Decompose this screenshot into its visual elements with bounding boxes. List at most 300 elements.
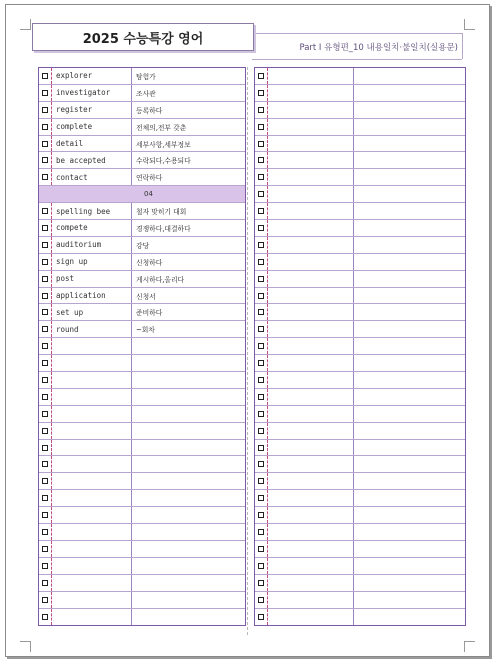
vocab-word: [268, 507, 354, 523]
vocab-row: [255, 558, 465, 575]
vocab-row: [39, 304, 245, 321]
vocab-word: [52, 592, 132, 608]
vocab-meaning: 연락하다: [136, 174, 163, 183]
vocab-row: [255, 304, 465, 321]
vocab-meaning: [132, 490, 245, 506]
checkbox-icon[interactable]: [42, 495, 48, 501]
vocab-row: [39, 271, 245, 288]
vocab-row: [255, 609, 465, 626]
checkbox-icon[interactable]: [42, 174, 48, 180]
checkbox-icon[interactable]: [42, 394, 48, 400]
vocab-meaning: [354, 220, 465, 236]
checkbox-icon[interactable]: [258, 428, 264, 434]
vocab-row: [255, 169, 465, 186]
checkbox-cell: [39, 456, 52, 472]
checkbox-cell: [255, 85, 268, 101]
vocab-row: [39, 68, 245, 85]
checkbox-icon[interactable]: [258, 614, 264, 620]
vocab-word: [268, 102, 354, 118]
vocab-meaning: [132, 575, 245, 591]
vocab-row: [255, 186, 465, 203]
vocab-row: [255, 406, 465, 423]
vocab-meaning: [132, 524, 245, 540]
checkbox-cell: [39, 119, 52, 135]
vocab-word: [52, 473, 132, 489]
checkbox-cell: [255, 372, 268, 388]
section-header-row: [39, 186, 245, 203]
vocab-row: [39, 558, 245, 575]
vocab-row: [39, 85, 245, 102]
crop-mark-bottom-right: [464, 641, 475, 652]
checkbox-icon[interactable]: [258, 90, 264, 96]
checkbox-icon[interactable]: [42, 580, 48, 586]
checkbox-icon[interactable]: [42, 343, 48, 349]
checkbox-icon[interactable]: [42, 411, 48, 417]
checkbox-icon[interactable]: [258, 293, 264, 299]
checkbox-icon[interactable]: [258, 73, 264, 79]
vocab-word: sign up: [52, 254, 132, 270]
checkbox-icon[interactable]: [258, 394, 264, 400]
vocab-word: [52, 541, 132, 557]
checkbox-cell: [255, 152, 268, 168]
checkbox-cell: [255, 237, 268, 253]
worksheet-title: 2025 수능특강 영어: [32, 23, 254, 51]
checkbox-cell: [39, 609, 52, 626]
vocab-meaning: [354, 119, 465, 135]
checkbox-icon[interactable]: [42, 225, 48, 231]
vocab-row: [255, 372, 465, 389]
vocab-row: [39, 321, 245, 338]
vocab-meaning: [132, 473, 245, 489]
vocab-meaning: ~회차: [136, 326, 155, 335]
checkbox-icon[interactable]: [42, 157, 48, 163]
vocab-word: [268, 389, 354, 405]
vocab-meaning: 신청하다: [136, 258, 163, 267]
vocab-meaning: 탐험가: [136, 72, 156, 81]
checkbox-icon[interactable]: [42, 309, 48, 315]
section-spacer: [39, 186, 52, 202]
checkbox-icon[interactable]: [258, 529, 264, 535]
vocab-word: [52, 406, 132, 422]
checkbox-cell: [255, 592, 268, 608]
checkbox-cell: [255, 473, 268, 489]
vocab-word: [268, 372, 354, 388]
checkbox-icon[interactable]: [258, 377, 264, 383]
checkbox-icon[interactable]: [258, 411, 264, 417]
checkbox-icon[interactable]: [258, 360, 264, 366]
vocab-row: [39, 406, 245, 423]
vocab-meaning: 게시하다,올리다: [136, 275, 185, 284]
vocab-row: [39, 541, 245, 558]
vocab-word: [268, 575, 354, 591]
checkbox-icon[interactable]: [258, 157, 264, 163]
vocab-word: [268, 304, 354, 320]
vocab-word: register: [52, 102, 132, 118]
vocab-meaning: [132, 507, 245, 523]
checkbox-cell: [255, 456, 268, 472]
checkbox-cell: [39, 169, 52, 185]
vocab-word: [52, 372, 132, 388]
vocab-meaning: [354, 456, 465, 472]
vocab-row: [39, 473, 245, 490]
checkbox-icon[interactable]: [42, 461, 48, 467]
vocab-word: [52, 507, 132, 523]
vocab-meaning: [132, 406, 245, 422]
vocab-word: [268, 456, 354, 472]
vocab-meaning: [354, 592, 465, 608]
vocab-row: [255, 271, 465, 288]
checkbox-icon[interactable]: [42, 546, 48, 552]
checkbox-cell: [39, 490, 52, 506]
vocab-row: [255, 119, 465, 136]
vocab-word: [268, 473, 354, 489]
vocab-row: [39, 288, 245, 305]
checkbox-icon[interactable]: [258, 242, 264, 248]
vocab-word: [268, 186, 354, 202]
vocab-meaning: [354, 85, 465, 101]
checkbox-cell: [255, 203, 268, 219]
checkbox-cell: [39, 473, 52, 489]
vocab-word: [52, 456, 132, 472]
vocab-word: [268, 490, 354, 506]
checkbox-icon[interactable]: [42, 293, 48, 299]
checkbox-cell: [39, 102, 52, 118]
checkbox-icon[interactable]: [42, 107, 48, 113]
vocab-meaning: [354, 136, 465, 152]
vocab-word: [268, 609, 354, 626]
vocab-meaning: [354, 372, 465, 388]
vocab-word: [268, 203, 354, 219]
vocab-meaning: [354, 169, 465, 185]
checkbox-icon[interactable]: [258, 259, 264, 265]
checkbox-cell: [255, 609, 268, 626]
vocab-word: [268, 524, 354, 540]
vocab-word: [268, 321, 354, 337]
checkbox-icon[interactable]: [42, 360, 48, 366]
checkbox-icon[interactable]: [42, 445, 48, 451]
vocab-row: [255, 237, 465, 254]
vocab-meaning: [132, 456, 245, 472]
vocab-meaning: [354, 490, 465, 506]
vocab-meaning: [354, 440, 465, 456]
checkbox-icon[interactable]: [258, 461, 264, 467]
vocab-row: [39, 338, 245, 355]
checkbox-cell: [39, 85, 52, 101]
vocab-meaning: [354, 575, 465, 591]
checkbox-cell: [255, 102, 268, 118]
checkbox-icon[interactable]: [42, 208, 48, 214]
checkbox-cell: [255, 220, 268, 236]
vocab-row: [255, 389, 465, 406]
checkbox-cell: [255, 440, 268, 456]
vocab-word: [268, 119, 354, 135]
checkbox-cell: [39, 575, 52, 591]
checkbox-cell: [39, 423, 52, 439]
checkbox-cell: [255, 524, 268, 540]
checkbox-icon[interactable]: [258, 597, 264, 603]
vocab-word: explorer: [52, 68, 132, 84]
vocab-meaning: [354, 254, 465, 270]
checkbox-cell: [39, 254, 52, 270]
checkbox-cell: [255, 288, 268, 304]
checkbox-icon[interactable]: [42, 377, 48, 383]
vocab-word: compete: [52, 220, 132, 236]
checkbox-icon[interactable]: [42, 276, 48, 282]
vocab-row: [39, 152, 245, 169]
vocab-row: [255, 102, 465, 119]
vocab-meaning: [132, 423, 245, 439]
vocab-meaning: [354, 288, 465, 304]
vocab-word: [268, 541, 354, 557]
vocab-meaning: [354, 406, 465, 422]
checkbox-icon[interactable]: [42, 597, 48, 603]
checkbox-cell: [39, 406, 52, 422]
checkbox-cell: [255, 68, 268, 84]
checkbox-cell: [39, 220, 52, 236]
vocab-meaning: [354, 68, 465, 84]
checkbox-cell: [255, 254, 268, 270]
vocab-word: [52, 440, 132, 456]
vocab-row: [39, 355, 245, 372]
checkbox-cell: [255, 423, 268, 439]
vocab-meaning: [132, 372, 245, 388]
checkbox-icon[interactable]: [258, 546, 264, 552]
vocab-meaning: 조사관: [136, 89, 156, 98]
column-divider: [247, 67, 248, 635]
checkbox-icon[interactable]: [258, 124, 264, 130]
checkbox-cell: [255, 169, 268, 185]
vocab-column-left: [38, 67, 246, 626]
worksheet-page: [5, 4, 490, 657]
checkbox-cell: [39, 152, 52, 168]
vocab-meaning: [354, 186, 465, 202]
vocab-meaning: 경쟁하다,대결하다: [136, 224, 191, 233]
checkbox-icon[interactable]: [258, 343, 264, 349]
checkbox-icon[interactable]: [258, 208, 264, 214]
vocab-row: [255, 490, 465, 507]
checkbox-icon[interactable]: [42, 529, 48, 535]
checkbox-icon[interactable]: [258, 174, 264, 180]
checkbox-cell: [255, 490, 268, 506]
vocab-word: [52, 490, 132, 506]
checkbox-icon[interactable]: [42, 124, 48, 130]
vocab-meaning: [354, 473, 465, 489]
vocab-row: [39, 575, 245, 592]
checkbox-cell: [255, 136, 268, 152]
vocab-word: [52, 389, 132, 405]
checkbox-cell: [39, 389, 52, 405]
checkbox-cell: [255, 119, 268, 135]
vocab-row: [255, 321, 465, 338]
vocab-row: [255, 288, 465, 305]
checkbox-cell: [39, 558, 52, 574]
vocab-row: [39, 254, 245, 271]
checkbox-icon[interactable]: [42, 478, 48, 484]
vocab-meaning: [354, 609, 465, 626]
vocab-meaning: [132, 558, 245, 574]
checkbox-icon[interactable]: [42, 90, 48, 96]
vocab-word: be accepted: [52, 152, 132, 168]
vocab-word: spelling bee: [52, 203, 132, 219]
vocab-meaning: [132, 389, 245, 405]
vocab-row: [255, 507, 465, 524]
checkbox-icon[interactable]: [42, 563, 48, 569]
vocab-word: complete: [52, 119, 132, 135]
checkbox-cell: [255, 355, 268, 371]
vocab-word: [268, 288, 354, 304]
vocab-meaning: 전체의,전부 갖춘: [136, 123, 187, 132]
vocab-meaning: [354, 389, 465, 405]
vocab-row: [39, 490, 245, 507]
checkbox-icon[interactable]: [42, 512, 48, 518]
checkbox-cell: [255, 304, 268, 320]
checkbox-icon[interactable]: [42, 428, 48, 434]
section-number: 04: [144, 190, 153, 199]
vocab-word: [52, 524, 132, 540]
vocab-meaning: [354, 558, 465, 574]
vocab-row: [255, 355, 465, 372]
vocab-meaning: [132, 592, 245, 608]
checkbox-icon[interactable]: [42, 614, 48, 620]
vocab-meaning: [132, 440, 245, 456]
vocab-row: [39, 119, 245, 136]
vocab-row: [255, 220, 465, 237]
vocab-word: [52, 338, 132, 354]
vocab-word: [268, 355, 354, 371]
vocab-word: [268, 558, 354, 574]
checkbox-cell: [39, 524, 52, 540]
vocab-row: [255, 575, 465, 592]
checkbox-icon[interactable]: [42, 141, 48, 147]
vocab-row: [39, 592, 245, 609]
checkbox-cell: [39, 136, 52, 152]
vocab-row: [39, 524, 245, 541]
crop-mark-top-right: [464, 19, 475, 30]
vocab-row: [255, 423, 465, 440]
checkbox-cell: [39, 237, 52, 253]
checkbox-icon[interactable]: [42, 326, 48, 332]
checkbox-icon[interactable]: [258, 141, 264, 147]
vocab-row: [255, 254, 465, 271]
vocab-word: [268, 220, 354, 236]
checkbox-icon[interactable]: [42, 73, 48, 79]
vocab-row: [39, 237, 245, 254]
checkbox-icon[interactable]: [258, 276, 264, 282]
checkbox-icon[interactable]: [42, 259, 48, 265]
vocab-meaning: [354, 102, 465, 118]
checkbox-cell: [39, 271, 52, 287]
checkbox-cell: [255, 406, 268, 422]
vocab-word: [268, 152, 354, 168]
vocab-row: [255, 440, 465, 457]
checkbox-icon[interactable]: [258, 326, 264, 332]
vocab-row: [39, 169, 245, 186]
checkbox-cell: [39, 338, 52, 354]
checkbox-icon[interactable]: [258, 580, 264, 586]
vocab-row: [255, 203, 465, 220]
vocab-word: [268, 338, 354, 354]
vocab-meaning: 철자 맞히기 대회: [136, 208, 187, 217]
vocab-row: [255, 456, 465, 473]
vocab-word: [268, 237, 354, 253]
vocab-word: contact: [52, 169, 132, 185]
checkbox-cell: [39, 321, 52, 337]
checkbox-cell: [39, 541, 52, 557]
vocab-row: [39, 372, 245, 389]
vocab-meaning: [354, 203, 465, 219]
vocab-word: [52, 558, 132, 574]
vocab-meaning: [132, 355, 245, 371]
checkbox-icon[interactable]: [258, 445, 264, 451]
vocab-meaning: [354, 237, 465, 253]
vocab-meaning: 세부사항,세부정보: [136, 140, 191, 149]
vocab-word: [52, 423, 132, 439]
checkbox-icon[interactable]: [42, 242, 48, 248]
crop-mark-top-left: [20, 19, 31, 30]
vocab-word: investigator: [52, 85, 132, 101]
vocab-row: [39, 507, 245, 524]
vocab-word: [268, 592, 354, 608]
vocab-word: [52, 355, 132, 371]
checkbox-icon[interactable]: [258, 495, 264, 501]
vocab-row: [255, 85, 465, 102]
vocab-word: set up: [52, 304, 132, 320]
vocab-row: [255, 473, 465, 490]
vocab-row: [39, 440, 245, 457]
vocab-meaning: 강당: [136, 241, 150, 250]
vocab-word: [268, 271, 354, 287]
checkbox-icon[interactable]: [258, 107, 264, 113]
checkbox-cell: [255, 558, 268, 574]
checkbox-cell: [255, 541, 268, 557]
vocab-meaning: [132, 338, 245, 354]
vocab-meaning: 신청서: [136, 292, 156, 301]
checkbox-cell: [39, 304, 52, 320]
worksheet-subtitle: Part I 유형편_10 내용일치·불일치(실용문): [299, 43, 458, 53]
vocab-row: [39, 609, 245, 626]
checkbox-icon[interactable]: [258, 478, 264, 484]
checkbox-cell: [39, 372, 52, 388]
vocab-row: [39, 423, 245, 440]
checkbox-cell: [255, 389, 268, 405]
vocab-row: [39, 203, 245, 220]
checkbox-icon[interactable]: [258, 225, 264, 231]
vocab-row: [255, 541, 465, 558]
vocab-word: [268, 68, 354, 84]
checkbox-cell: [255, 575, 268, 591]
vocab-row: [255, 524, 465, 541]
vocab-word: round: [52, 321, 132, 337]
checkbox-cell: [255, 186, 268, 202]
crop-mark-bottom-left: [20, 641, 31, 652]
vocab-word: post: [52, 271, 132, 287]
checkbox-icon[interactable]: [258, 563, 264, 569]
checkbox-icon[interactable]: [258, 309, 264, 315]
vocab-row: [255, 338, 465, 355]
vocab-row: [39, 220, 245, 237]
checkbox-cell: [255, 507, 268, 523]
checkbox-cell: [255, 271, 268, 287]
checkbox-icon[interactable]: [258, 191, 264, 197]
vocab-word: [268, 136, 354, 152]
vocab-meaning: [354, 507, 465, 523]
vocab-word: [268, 85, 354, 101]
vocab-meaning: [354, 355, 465, 371]
checkbox-icon[interactable]: [258, 512, 264, 518]
vocab-meaning: [354, 271, 465, 287]
vocab-word: [52, 575, 132, 591]
vocab-meaning: [354, 338, 465, 354]
